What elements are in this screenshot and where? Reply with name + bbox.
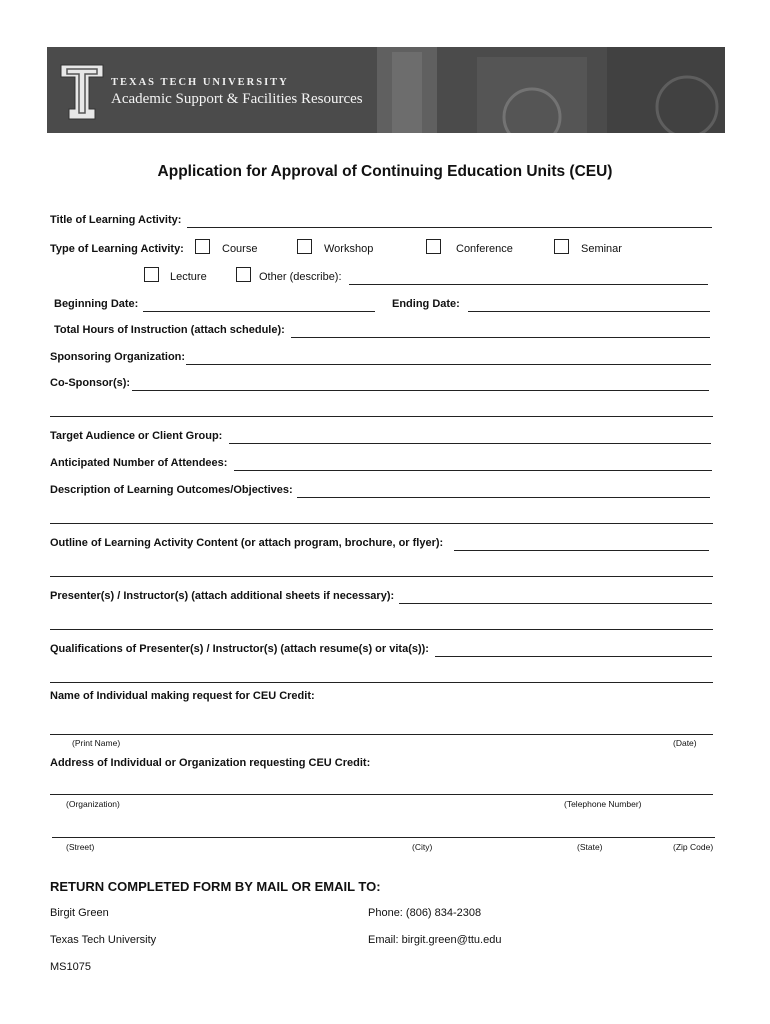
contact-phone: Phone: (806) 834-2308 — [368, 907, 482, 919]
presenters-label: Presenter(s) / Instructor(s) (attach additional sheets if necessary): — [50, 590, 395, 602]
course-label: Course — [222, 243, 258, 255]
outline-label: Outline of Learning Activity Content (or attach program, brochure, or flyer): — [50, 537, 444, 549]
co-sponsors-field-line-2[interactable] — [50, 416, 713, 417]
other-describe-field[interactable] — [349, 284, 708, 285]
university-name: TEXAS TECH UNIVERSITY — [111, 77, 289, 88]
outcomes-field[interactable] — [297, 497, 710, 498]
banner-texture — [47, 47, 725, 133]
co-sponsors-field[interactable] — [132, 390, 709, 391]
target-audience-label: Target Audience or Client Group: — [50, 430, 223, 442]
contact-email: Email: birgit.green@ttu.edu — [368, 934, 502, 946]
sponsoring-org-field[interactable] — [186, 364, 711, 365]
outline-field-line-2[interactable] — [50, 576, 713, 577]
qualifications-field-line-2[interactable] — [50, 682, 713, 683]
presenters-field-line-2[interactable] — [50, 629, 713, 630]
title-of-activity-label: Title of Learning Activity: — [50, 214, 182, 226]
organization-phone-field[interactable] — [50, 794, 713, 795]
total-hours-label: Total Hours of Instruction (attach schedule): — [54, 324, 285, 336]
attendees-field[interactable] — [234, 470, 712, 471]
requester-name-label: Name of Individual making request for CEU Credit: — [50, 690, 315, 702]
sponsoring-org-label: Sponsoring Organization: — [50, 351, 186, 363]
form-title: Application for Approval of Continuing Education Units (CEU) — [157, 163, 613, 180]
address-label: Address of Individual or Organization requesting CEU Credit: — [50, 757, 371, 769]
outcomes-label: Description of Learning Outcomes/Objectives: — [50, 484, 293, 496]
workshop-label: Workshop — [324, 243, 374, 255]
requester-name-field[interactable] — [50, 734, 713, 735]
ending-date-label: Ending Date: — [392, 298, 460, 310]
presenters-field[interactable] — [399, 603, 712, 604]
title-of-activity-field[interactable] — [187, 227, 712, 228]
course-checkbox[interactable] — [195, 239, 210, 254]
outcomes-field-line-2[interactable] — [50, 523, 713, 524]
print-name-caption: (Print Name) — [72, 738, 121, 748]
attendees-label: Anticipated Number of Attendees: — [50, 457, 228, 469]
ending-date-field[interactable] — [468, 311, 710, 312]
seminar-checkbox[interactable] — [554, 239, 569, 254]
department-name: Academic Support & Facilities Resources — [111, 91, 363, 107]
beginning-date-label: Beginning Date: — [54, 298, 139, 310]
header-banner — [47, 47, 725, 133]
conference-label: Conference — [456, 243, 513, 255]
zip-caption: (Zip Code) — [673, 842, 714, 852]
institution-name: Texas Tech University — [50, 934, 157, 946]
double-t-logo — [59, 61, 105, 121]
outline-field[interactable] — [454, 550, 709, 551]
mail-stop: MS1075 — [50, 961, 91, 973]
street-caption: (Street) — [66, 842, 95, 852]
lecture-checkbox[interactable] — [144, 267, 159, 282]
telephone-caption: (Telephone Number) — [564, 799, 642, 809]
organization-caption: (Organization) — [66, 799, 120, 809]
workshop-checkbox[interactable] — [297, 239, 312, 254]
street-address-field[interactable] — [52, 837, 715, 838]
return-heading: RETURN COMPLETED FORM BY MAIL OR EMAIL TO: — [50, 879, 381, 894]
type-of-activity-label: Type of Learning Activity: — [50, 243, 184, 255]
state-caption: (State) — [577, 842, 603, 852]
qualifications-field[interactable] — [435, 656, 712, 657]
city-caption: (City) — [412, 842, 433, 852]
co-sponsors-label: Co-Sponsor(s): — [50, 377, 131, 389]
conference-checkbox[interactable] — [426, 239, 441, 254]
total-hours-field[interactable] — [291, 337, 710, 338]
lecture-label: Lecture — [170, 271, 207, 283]
date-caption: (Date) — [673, 738, 697, 748]
qualifications-label: Qualifications of Presenter(s) / Instructor(s) (attach resume(s) or vita(s)): — [50, 643, 429, 655]
other-label: Other (describe): — [259, 271, 342, 283]
seminar-label: Seminar — [581, 243, 622, 255]
beginning-date-field[interactable] — [143, 311, 375, 312]
other-checkbox[interactable] — [236, 267, 251, 282]
contact-name: Birgit Green — [50, 907, 109, 919]
target-audience-field[interactable] — [229, 443, 711, 444]
